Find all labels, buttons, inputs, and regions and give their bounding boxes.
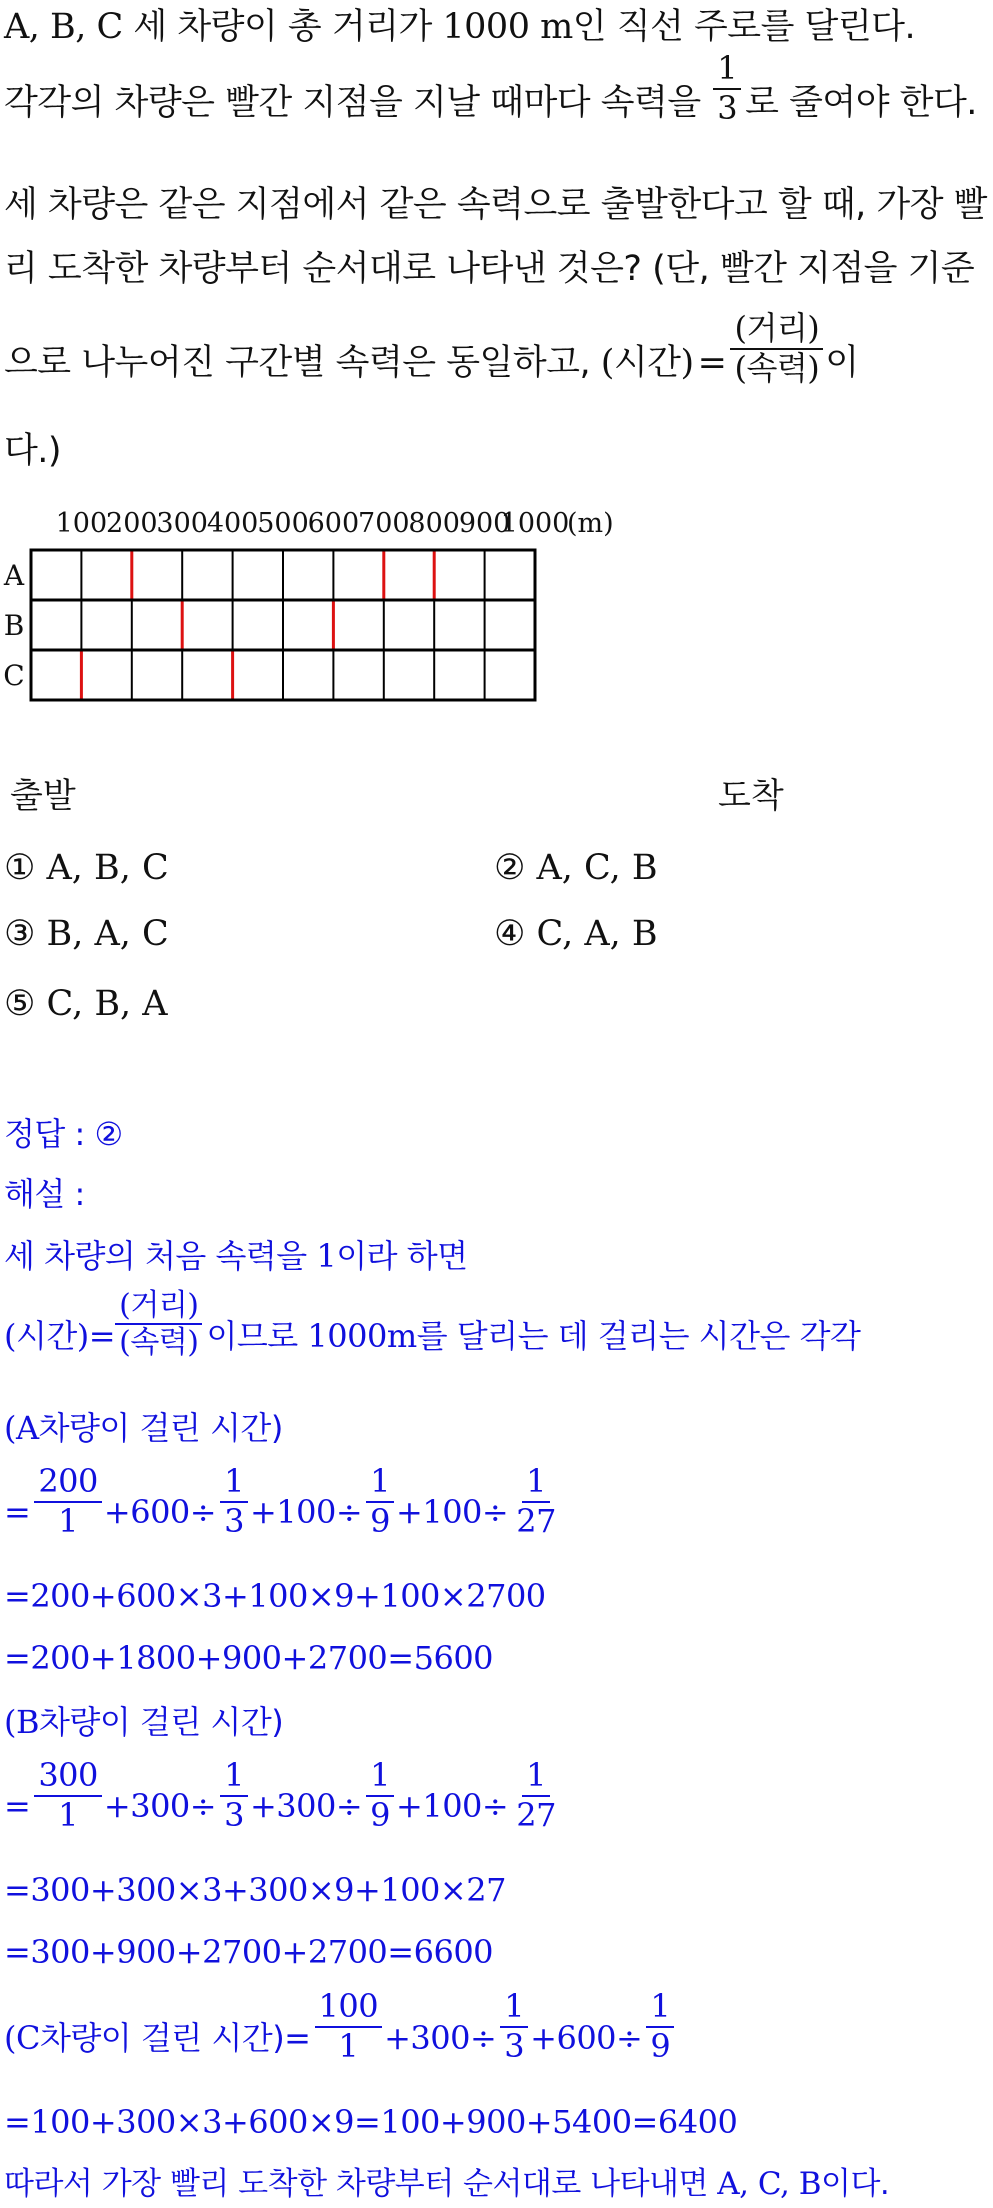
unit-label: (m): [567, 508, 614, 539]
tick-label-700: 700: [358, 508, 410, 539]
solution-text: 차량이 걸린 시간)=: [39, 2019, 311, 2057]
option-3[interactable]: [4, 914, 169, 954]
tick-label-300: 300: [156, 508, 208, 539]
c-calc-1: [4, 1987, 676, 2065]
final-answer-line: [4, 2162, 889, 2206]
a-title: [4, 1406, 283, 1450]
fraction: $\frac{1}{9}$: [366, 1759, 394, 1832]
tick-label-400: 400: [206, 508, 259, 539]
fraction: $\frac{200}{1}$: [34, 1465, 102, 1538]
a-calc-2: =200+600×3+100×9+100×2700: [4, 1577, 546, 1615]
expression-part: +300÷: [103, 1787, 217, 1825]
c-calc-2: =100+300×3+600×9=100+900+5400=6400: [4, 2103, 738, 2141]
option-4[interactable]: [494, 914, 658, 954]
tick-label-500: 500: [257, 508, 309, 539]
solution-text: 이므로: [206, 1317, 308, 1355]
question-line-5: [4, 309, 859, 388]
distance-value: 1000 m: [442, 7, 573, 47]
fraction: $\frac{1}{27}$: [516, 1461, 556, 1540]
option-number: ①: [4, 848, 36, 888]
expression-part: +300÷: [249, 1787, 363, 1825]
option-number: ③: [4, 914, 36, 954]
row-label-B: B: [3, 609, 25, 642]
fraction: $\frac{1}{3}$: [220, 1759, 248, 1832]
option-2[interactable]: [494, 848, 658, 888]
vehicle-c: (C: [4, 2019, 40, 2057]
solution-text: 이다.: [821, 2166, 890, 2202]
fraction: $\frac{1}{3}$: [500, 1990, 528, 2063]
question-line-1: [4, 2, 915, 52]
option-text: B, A, C: [46, 914, 169, 954]
equals-sign: =: [697, 343, 727, 383]
expression-part: +100÷: [396, 1787, 509, 1825]
expression-part: +100÷: [396, 1493, 509, 1531]
a-calc-3: =200+1800+900+2700=5600: [4, 1639, 494, 1677]
b-calc-1: [4, 1755, 562, 1834]
solution-line-1: [4, 1234, 468, 1278]
option-text: A, B, C: [46, 848, 169, 888]
fraction: $\frac{1}{9}$: [366, 1465, 394, 1538]
question-text: 로 줄여야 한다.: [745, 83, 977, 123]
explain-label: 해설 :: [4, 1175, 85, 1213]
expression-part: +600÷: [103, 1493, 217, 1531]
option-text: C, A, B: [536, 914, 658, 954]
fraction-distance-over-speed: $\frac{\text{(거리)}}{\text{(속력)}}$: [730, 312, 823, 385]
option-number: ②: [494, 848, 526, 888]
fraction: $\frac{100}{1}$: [315, 1990, 383, 2063]
solution-text: 세 차량의 처음 속력을: [4, 1237, 317, 1275]
tick-label-900: 900: [458, 508, 511, 539]
end-label: 도착: [718, 776, 784, 816]
fraction: $\frac{1}{9}$: [646, 1990, 674, 2063]
solution-text: 따라서 가장 빨리 도착한 차량부터 순서대로 나타내면: [4, 2166, 718, 2202]
fraction-one-third: $\frac{1}{3}$: [713, 52, 741, 125]
solution-line-2: [4, 1287, 861, 1360]
tick-label-800: 800: [408, 508, 460, 539]
question-line-6: 다.): [4, 431, 62, 471]
option-text: C, B, A: [46, 984, 168, 1024]
tick-label-1000: 1000: [500, 508, 570, 539]
final-order: A, C, B: [717, 2166, 821, 2202]
question-line-4: 리 도착한 차량부터 순서대로 나타낸 것은? (단, 빨간 지점을 기준: [4, 249, 975, 289]
question-text: 각각의 차량은 빨간 지점을 지날 때마다 속력을: [4, 83, 712, 123]
tick-label-200: 200: [106, 508, 158, 539]
start-label: 출발: [10, 776, 76, 816]
row-label-A: A: [3, 559, 25, 592]
equals-sign: =: [4, 1787, 31, 1825]
expression-part: +600÷: [530, 2019, 643, 2057]
b-calc-3: =300+900+2700+2700=6600: [4, 1933, 494, 1971]
fraction: $\frac{300}{1}$: [34, 1759, 102, 1832]
vehicle-a: (A: [4, 1409, 39, 1447]
fraction: $\frac{1}{3}$: [220, 1465, 248, 1538]
question-text: 세 차량이 총 거리가: [122, 7, 443, 47]
option-number: ⑤: [4, 984, 36, 1024]
answer-label: 정답 : ②: [4, 1115, 123, 1153]
question-text: 으로 나누어진 구간별 속력은 동일하고,: [4, 343, 601, 383]
solution-text: 차량이 걸린 시간): [39, 1703, 284, 1741]
option-5[interactable]: [4, 984, 168, 1024]
fraction-distance-over-speed: $\frac{\text{(거리)}}{\text{(속력)}}$: [115, 1290, 202, 1359]
option-1[interactable]: [4, 848, 169, 888]
distance-value: 1000m: [307, 1317, 417, 1355]
b-title: [4, 1700, 283, 1744]
row-label-C: C: [3, 659, 25, 692]
option-number: ④: [494, 914, 526, 954]
question-text: 이: [825, 343, 859, 383]
initial-speed: 1: [316, 1237, 337, 1275]
a-calc-1: [4, 1461, 562, 1540]
option-text: A, C, B: [536, 848, 658, 888]
track-diagram: [0, 500, 993, 830]
equals-sign: =: [4, 1493, 31, 1531]
tick-label-600: 600: [307, 508, 360, 539]
vehicle-b: (B: [4, 1703, 39, 1741]
expression-part: +100÷: [249, 1493, 363, 1531]
tick-label-100: 100: [55, 508, 108, 539]
fraction: $\frac{1}{27}$: [516, 1755, 556, 1834]
solution-text: 를 달리는 데 걸리는 시간은 각각: [416, 1317, 861, 1355]
solution-text: 이라 하면: [336, 1237, 468, 1275]
b-calc-2: =300+300×3+300×9+100×27: [4, 1871, 506, 1909]
expression-part: +300÷: [384, 2019, 497, 2057]
vehicle-names: A, B, C: [4, 7, 123, 47]
time-label: (시간): [600, 343, 694, 383]
solution-text: 차량이 걸린 시간): [38, 1409, 283, 1447]
question-text: 인 직선 주로를 달린다.: [572, 7, 916, 47]
question-line-2: [4, 49, 977, 128]
time-formula-lhs: (시간)=: [4, 1317, 116, 1355]
question-line-3: 세 차량은 같은 지점에서 같은 속력으로 출발한다고 할 때, 가장 빨: [4, 185, 987, 225]
